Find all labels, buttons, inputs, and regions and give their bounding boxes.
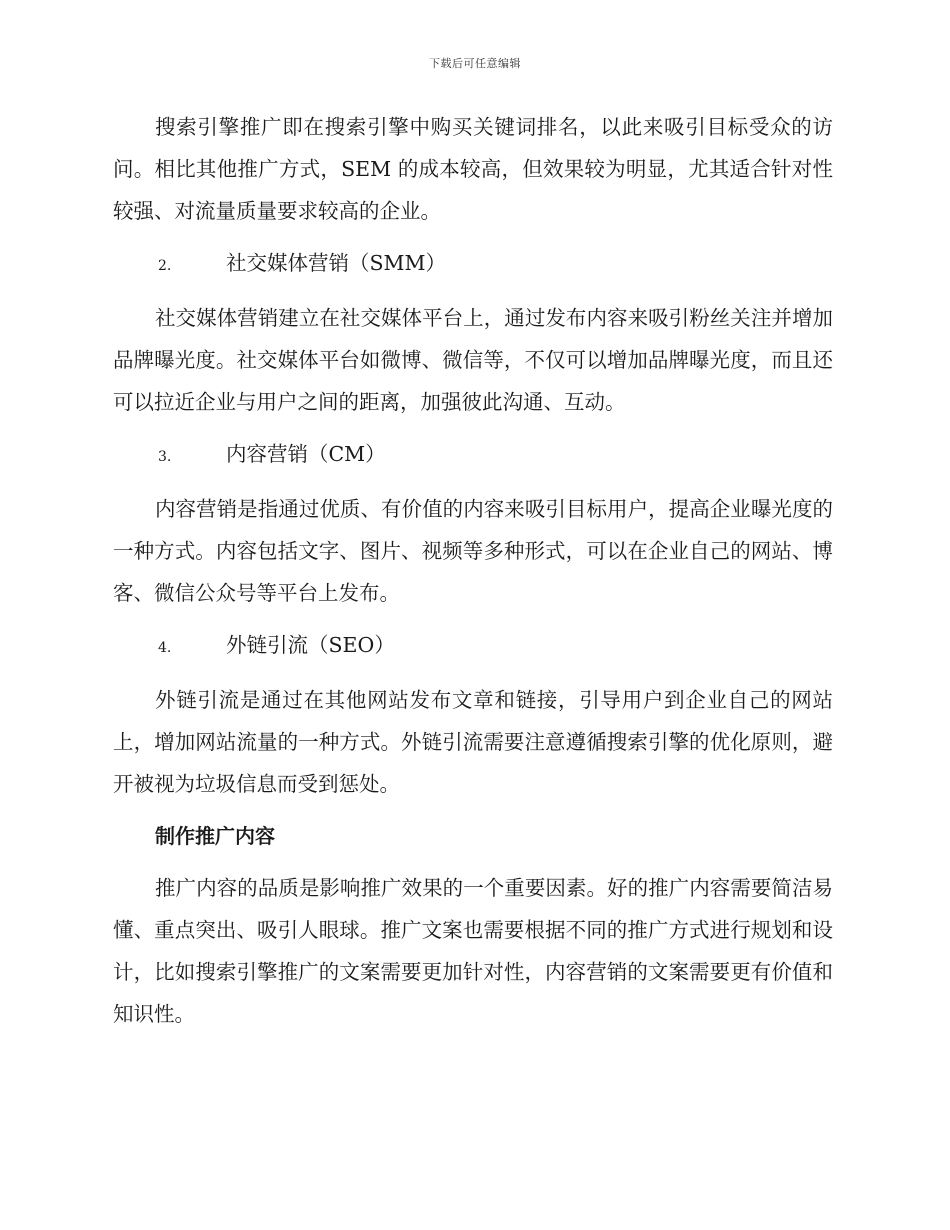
paragraph-seo: 外链引流是通过在其他网站发布文章和链接，引导用户到企业自己的网站上，增加网站流量的一种方式。外链引流需要注意遵循搜索引擎的优化原则，避开被视为垃圾信息而受到惩处。 <box>113 688 833 796</box>
list-title: 内容营销（CM） <box>226 442 386 466</box>
list-title: 外链引流（SEO） <box>226 633 395 657</box>
list-number: 3. <box>158 449 172 465</box>
list-heading-cm <box>113 433 833 478</box>
paragraph-content: 推广内容的品质是影响推广效果的一个重要因素。好的推广内容需要简洁易懂、重点突出、吸引人眼球。推广文案也需要根据不同的推广方式进行规划和设计，比如搜索引擎推广的文案需要更加针对性，内容营销的文案需要更有价值和知识性。 <box>113 876 833 1026</box>
list-heading-seo <box>113 624 833 669</box>
list-heading-smm <box>113 242 833 287</box>
paragraph-smm: 社交媒体营销建立在社交媒体平台上，通过发布内容来吸引粉丝关注并增加品牌曝光度。社交媒体平台如微博、微信等，不仅可以增加品牌曝光度，而且还可以拉近企业与用户之间的距离，加强彼此沟通、互动。 <box>113 306 833 414</box>
paragraph-sem: 搜索引擎推广即在搜索引擎中购买关键词排名，以此来吸引目标受众的访问。相比其他推广方式，SEM 的成本较高，但效果较为明显，尤其适合针对性较强、对流量质量要求较高的企业。 <box>113 115 833 223</box>
list-number: 2. <box>158 258 172 274</box>
list-number: 4. <box>158 640 172 656</box>
header-note: 下载后可任意编辑 <box>429 57 521 70</box>
paragraph-cm: 内容营销是指通过优质、有价值的内容来吸引目标用户，提高企业曝光度的一种方式。内容包括文字、图片、视频等多种形式，可以在企业自己的网站、博客、微信公众号等平台上发布。 <box>113 497 833 605</box>
list-title: 社交媒体营销（SMM） <box>226 251 447 275</box>
section-heading: 制作推广内容 <box>155 824 275 848</box>
document-body <box>113 106 833 1045</box>
